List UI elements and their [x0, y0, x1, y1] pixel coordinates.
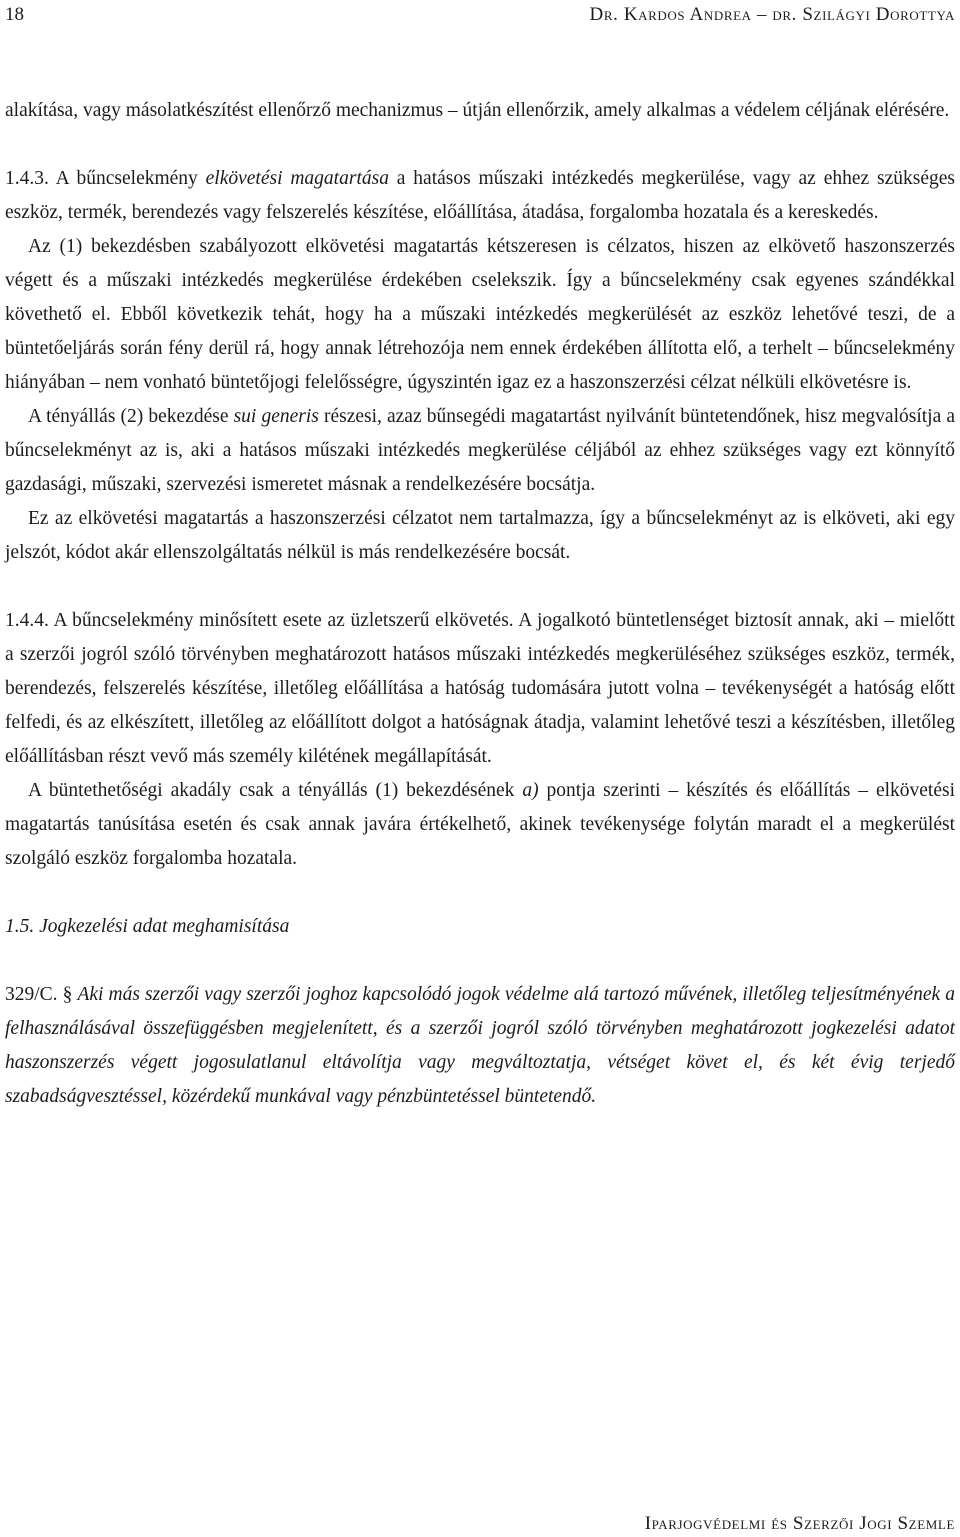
statute-number: 329/C. §: [5, 984, 78, 1005]
paragraph-text: részesi, azaz bűnsegédi magatartást nyilvánít büntetendőnek, hisz megvalósítja a bűncselekményt az is, aki a hatásos műszaki intézkedés megkerülése céljából az ehhez szükséges vagy ezt könnyítő gazdasági, műszaki, szervezési ismeretet másnak a rendelkezésére bocsátja.: [5, 406, 955, 495]
paragraph-password: Ez az elkövetési magatartás a haszonszerzési célzatot nem tartalmazza, így a bűncselekményt az is elköveti, aki egy jelszót, kódot akár ellenszolgáltatás nélkül is más rendelkezésére bocsát.: [5, 508, 955, 563]
emphasis: elkövetési magatartása: [205, 168, 389, 189]
running-header: [5, 0, 955, 30]
paragraph-1-4-3: [5, 162, 955, 230]
emphasis: a): [522, 780, 539, 801]
paragraph-1-4-4: 1.4.4. A bűncselekmény minősített esete az üzletszerű elkövetés. A jogalkotó büntetlenséget biztosít annak, aki – mielőtt a szerzői jogról szóló törvényben meghatározott hatásos műszaki intézkedés megkerüléséhez szükséges eszköz, termék, berendezés, felszerelés készítése, illetőleg előállítása a hatóság tudomására jutott volna – tevékenységét a hatóság előtt felfedi, és az elkészített, illetőleg az előállított dolgot a hatóságnak átadja, valamint lehetővé teszi a készítésben, illetőleg előállításban részt vevő más személy kilétének megállapítását.: [5, 610, 955, 767]
paragraph-impunity: [5, 774, 955, 876]
paragraph-intent: Az (1) bekezdésben szabályozott elkövetési magatartás kétszeresen is célzatos, hiszen az elkövető haszonszerzés végett és a műszaki intézkedés megkerülése érdekében cselekszik. Így a bűncselekmény csak egyenes szándékkal követhető el. Ebből következik tehát, hogy ha a műszaki intézkedés megkerülését az eszköz lehetővé teszi, de a büntetőeljárás során fény derül rá, hogy annak létrehozója nem ennek érdekében állította elő, a terhelt – bűncselekmény hiányában – nem vonható büntetőjogi felelősségre, úgyszintén igaz ez a haszonszerzési célzat nélküli elkövetésre is.: [5, 236, 955, 393]
paragraph-text: a hatásos műszaki intézkedés megkerülése, vagy az ehhez szükséges eszköz, termék, berendezés vagy felszerelés készítése, előállítása, átadása, forgalomba hozatala és a kereskedés.: [5, 168, 955, 223]
paragraph-text: 1.4.3. A bűncselekmény: [5, 168, 206, 189]
paragraph-sui-generis: [5, 400, 955, 502]
section-heading: 1.5. Jogkezelési adat meghamisítása: [5, 916, 290, 937]
page-number: 18: [5, 4, 24, 25]
header-authors: Dr. Kardos Andrea – dr. Szilágyi Dorottya: [589, 4, 955, 25]
paragraph-text: pontja szerinti – készítés és előállítás – elkövetési magatartás tanúsítása esetén és csak annak javára értékelhető, akinek tevékenysége folytán maradt el a megkerülést szolgáló eszköz forgalomba hozatala.: [5, 780, 956, 869]
body-text: [5, 94, 955, 1114]
paragraph-text: A tényállás (2) bekezdése: [28, 406, 234, 427]
paragraph-text: A büntethetőségi akadály csak a tényállás (1) bekezdésének: [28, 780, 523, 801]
emphasis: sui generis: [233, 406, 319, 427]
statute-text: [5, 978, 955, 1114]
statute-body: Aki más szerzői vagy szerzői joghoz kapcsolódó jogok védelme alá tartozó művének, illetőleg teljesítményének a felhasználásával összefüggésben megjelenített, és a szerzői jogról szóló törvényben meghatározott jogkezelési adatot haszonszerzés végett jogosulatlanul eltávolítja vagy megváltoztatja, vétséget követ el, és két évig terjedő szabadságvesztéssel, közérdekű munkával vagy pénzbüntetéssel büntetendő.: [5, 984, 955, 1107]
paragraph-continuation: alakítása, vagy másolatkészítést ellenőrző mechanizmus – útján ellenőrzik, amely alkalmas a védelem céljának elérésére.: [5, 100, 950, 121]
journal-footer: Iparjogvédelmi és Szerzői Jogi Szemle: [644, 1513, 955, 1534]
